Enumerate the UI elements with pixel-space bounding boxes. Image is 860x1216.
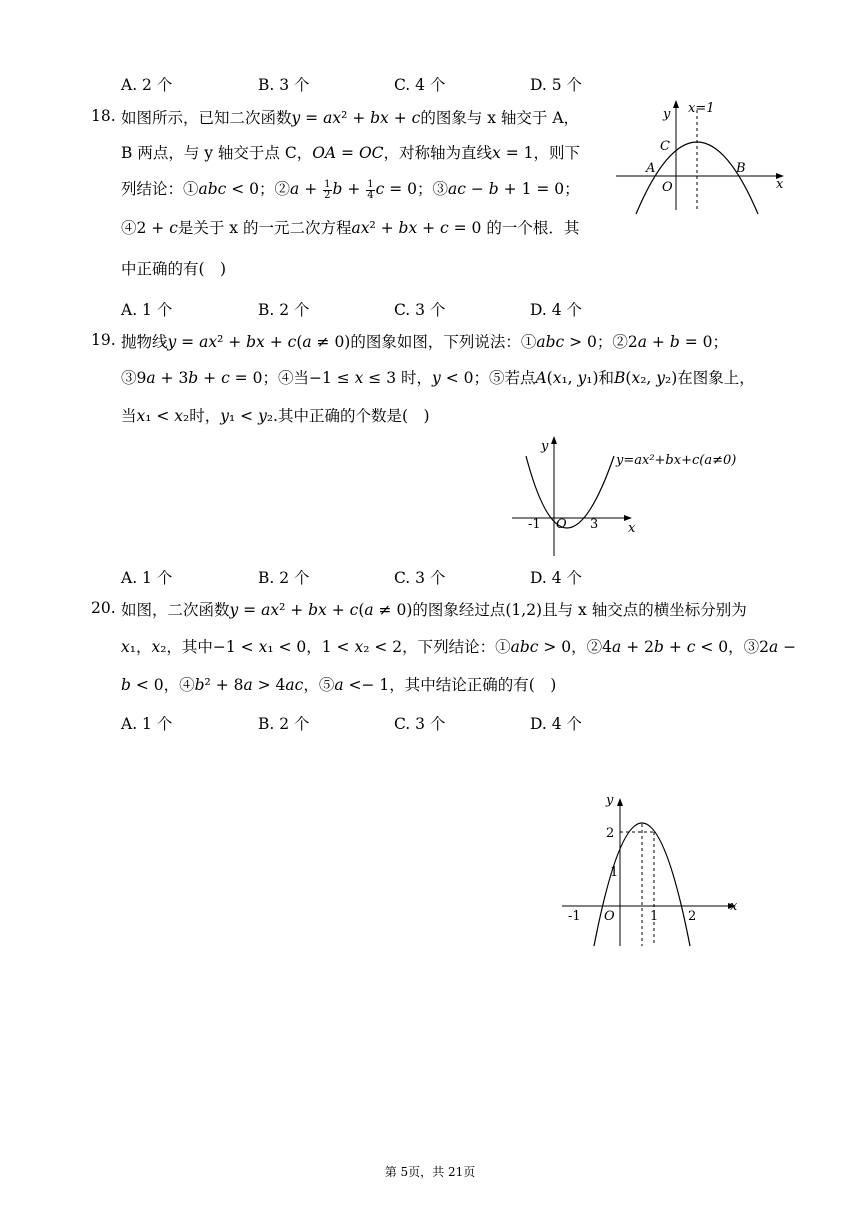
q19-option-a: A. 1 个 <box>121 569 173 587</box>
q20-fig-y-label: y <box>606 793 614 808</box>
q20-fig-origin: O <box>604 909 615 924</box>
q20-fig-tick-y2: 2 <box>606 826 615 841</box>
q18-fig-point-a: A <box>646 161 656 176</box>
page-footer: 第 5页，共 21页 <box>384 1165 476 1179</box>
q20-line-3: 𝑏 < 0，④𝑏² + 8𝑎 > 4𝑎𝑐，⑤𝑎 <− 1，其中结论正确的有( ) <box>121 676 557 694</box>
q18-line-3 <box>121 178 580 201</box>
q18-figure <box>612 98 788 216</box>
q18-fig-x-label: x <box>776 177 784 192</box>
q19-fig-curve-label: y=ax²+bx+c(a≠0) <box>616 453 737 468</box>
q20-option-b: B. 2 个 <box>258 715 310 733</box>
q18-frac2-den: 4 <box>367 189 374 201</box>
q17-option-b: B. 3 个 <box>258 76 310 94</box>
q18-line-1: 如图所示，已知二次函数𝑦 = 𝑎𝑥² + 𝑏𝑥 + 𝑐的图象与 x 轴交于 A， <box>121 109 580 127</box>
q18-option-b: B. 2 个 <box>258 301 310 319</box>
q18-frac2-num: 1 <box>367 178 374 190</box>
q20-option-c: C. 3 个 <box>394 715 446 733</box>
q19-fig-tick-minus1: -1 <box>528 517 541 532</box>
q18-line-5: 中正确的有( ) <box>121 260 227 278</box>
q18-fraction-quarter <box>366 180 374 201</box>
q19-option-c: C. 3 个 <box>394 569 446 587</box>
q18-line-3c: 𝑐 = 0；③𝑎𝑐 − 𝑏 + 1 = 0； <box>375 180 580 198</box>
q18-frac1-num: 1 <box>324 178 331 190</box>
q18-fig-point-c: C <box>660 139 670 154</box>
q19-fig-tick-3: 3 <box>590 517 599 532</box>
q18-fraction-half <box>323 180 331 201</box>
q20-number: 20. <box>91 599 116 617</box>
q19-option-b: B. 2 个 <box>258 569 310 587</box>
q19-option-d: D. 4 个 <box>530 569 583 587</box>
q18-fig-y-label: y <box>663 107 671 122</box>
q18-fig-origin: O <box>662 180 673 195</box>
q18-number: 18. <box>91 107 116 125</box>
q17-option-c: C. 4 个 <box>394 76 446 94</box>
q20-fig-tick-minus1: -1 <box>568 909 581 924</box>
q17-option-d: D. 5 个 <box>530 76 583 94</box>
q18-option-c: C. 3 个 <box>394 301 446 319</box>
q19-line-3: 当𝑥₁ < 𝑥₂时，𝑦₁ < 𝑦₂.其中正确的个数是( ) <box>121 407 430 425</box>
q20-fig-tick-x2: 2 <box>688 909 697 924</box>
q18-line-4: ④2 + 𝑐是关于 x 的一元二次方程𝑎𝑥² + 𝑏𝑥 + 𝑐 = 0 的一个根．其 <box>121 219 580 237</box>
q20-fig-tick-y1: 1 <box>610 865 619 880</box>
q19-figure <box>508 432 758 560</box>
q20-figure <box>558 790 744 950</box>
q19-fig-origin: O <box>556 517 567 532</box>
q18-option-d: D. 4 个 <box>530 301 583 319</box>
q20-option-d: D. 4 个 <box>530 715 583 733</box>
q18-line-3a: 列结论：①𝑎𝑏𝑐 < 0；②𝑎 + <box>121 180 323 198</box>
q20-line-2: 𝑥₁，𝑥₂，其中−1 < 𝑥₁ < 0，1 < 𝑥₂ < 2，下列结论：①𝑎𝑏𝑐 > 0，②4𝑎 + 2𝑏 + 𝑐 < 0，③2𝑎 − <box>121 638 797 656</box>
q20-fig-x-label: x <box>730 899 738 914</box>
q18-line-3b: 𝑏 + <box>332 180 366 198</box>
q18-fig-axis-label: x=1 <box>688 101 715 116</box>
q18-option-a: A. 1 个 <box>121 301 173 319</box>
q19-number: 19. <box>91 331 116 349</box>
q18-fig-point-b: B <box>736 161 746 176</box>
q20-option-a: A. 1 个 <box>121 715 173 733</box>
q17-option-a: A. 2 个 <box>121 76 173 94</box>
q20-line-1: 如图，二次函数𝑦 = 𝑎𝑥² + 𝑏𝑥 + 𝑐(𝑎 ≠ 0)的图象经过点(1,2)且与 x 轴交点的横坐标分别为 <box>121 601 747 619</box>
q19-fig-y-label: y <box>541 439 549 454</box>
q19-line-2: ③9𝑎 + 3𝑏 + 𝑐 = 0；④当−1 ≤ 𝑥 ≤ 3 时，𝑦 < 0；⑤若点𝐴(𝑥₁, 𝑦₁)和𝐵(𝑥₂, 𝑦₂)在图象上， <box>121 369 755 387</box>
q18-frac1-den: 2 <box>324 189 331 201</box>
q19-line-1: 抛物线𝑦 = 𝑎𝑥² + 𝑏𝑥 + 𝑐(𝑎 ≠ 0)的图象如图，下列说法：①𝑎𝑏𝑐 > 0；②2𝑎 + 𝑏 = 0； <box>121 333 728 351</box>
q18-line-2: B 两点，与 y 轴交于点 C，𝑂𝐴 = 𝑂𝐶，对称轴为直线𝑥 = 1，则下 <box>121 144 580 162</box>
q19-fig-x-label: x <box>628 521 636 536</box>
q20-fig-tick-x1: 1 <box>650 909 659 924</box>
